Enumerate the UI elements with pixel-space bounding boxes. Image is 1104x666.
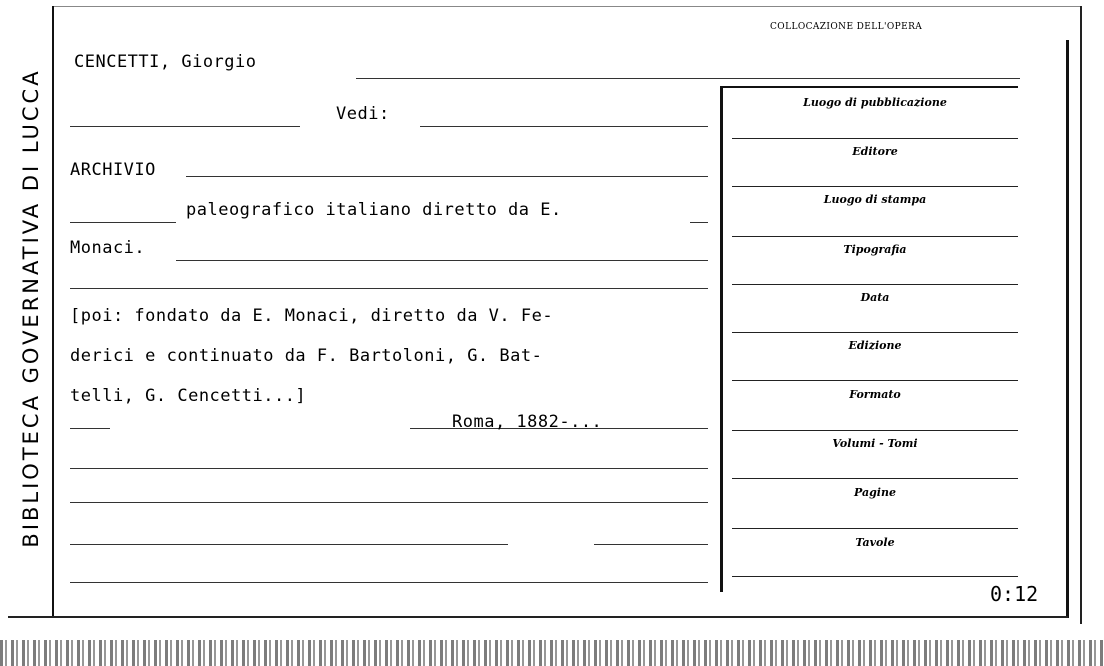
scan-edge-noise — [0, 640, 1104, 666]
author-name: CENCETTI, Giorgio — [74, 52, 257, 72]
field-line — [732, 576, 1018, 577]
field-place-of-publication: Luogo di pubblicazione — [803, 96, 947, 109]
note-line-2: derici e continuato da F. Bartoloni, G. Bat- — [70, 346, 543, 366]
field-date: Data — [860, 291, 890, 304]
heading-word: ARCHIVIO — [70, 160, 156, 180]
ruled-line — [594, 544, 708, 545]
library-name: BIBLIOTECA GOVERNATIVA DI LUCCA — [19, 67, 43, 548]
title-line-1: paleografico italiano diretto da E. — [186, 200, 562, 220]
field-line — [732, 236, 1018, 237]
ruled-line — [70, 288, 708, 289]
field-line — [732, 186, 1018, 187]
card-top-edge — [52, 6, 1082, 7]
field-line — [732, 332, 1018, 333]
ruled-line — [176, 260, 708, 261]
field-plates: Tavole — [855, 536, 895, 549]
title-line-2: Monaci. — [70, 238, 146, 258]
field-publisher: Editore — [852, 145, 898, 158]
ruled-line — [70, 468, 708, 469]
field-place-of-printing: Luogo di stampa — [823, 193, 927, 206]
field-volumes: Volumi - Tomi — [832, 437, 918, 450]
field-line — [732, 430, 1018, 431]
card-bottom-edge — [8, 616, 1068, 618]
ruled-line — [70, 502, 708, 503]
ruled-line — [356, 78, 1020, 79]
see-reference: Vedi: — [336, 104, 390, 124]
right-border-outer — [1080, 6, 1082, 624]
note-line-1: [poi: fondato da E. Monaci, diretto da V. Fe- — [70, 306, 554, 326]
ruled-line — [690, 222, 708, 223]
ruled-line — [70, 428, 110, 429]
library-name-vertical — [14, 20, 48, 595]
shelfmark: 0:12 — [990, 582, 1039, 606]
left-margin-line — [52, 6, 54, 616]
ruled-line — [70, 544, 508, 545]
ruled-line — [70, 126, 300, 127]
field-line — [732, 284, 1018, 285]
right-border-inner — [1066, 40, 1069, 618]
field-line — [732, 138, 1018, 139]
ruled-line — [186, 176, 708, 177]
field-edition: Edizione — [848, 339, 902, 352]
field-line — [732, 380, 1018, 381]
field-format: Formato — [849, 388, 901, 401]
right-panel-top-border — [720, 86, 1018, 88]
field-pages: Pagine — [854, 486, 896, 499]
note-line-3: telli, G. Cencetti...] — [70, 386, 307, 406]
ruled-line — [70, 222, 176, 223]
collocation-header: COLLOCAZIONE DELL'OPERA — [770, 22, 923, 32]
ruled-line — [420, 126, 708, 127]
field-printer: Tipografia — [843, 243, 907, 256]
field-line — [732, 478, 1018, 479]
ruled-line — [70, 582, 708, 583]
field-line — [732, 528, 1018, 529]
right-panel-left-border — [720, 86, 723, 592]
imprint: Roma, 1882-... — [452, 412, 603, 432]
